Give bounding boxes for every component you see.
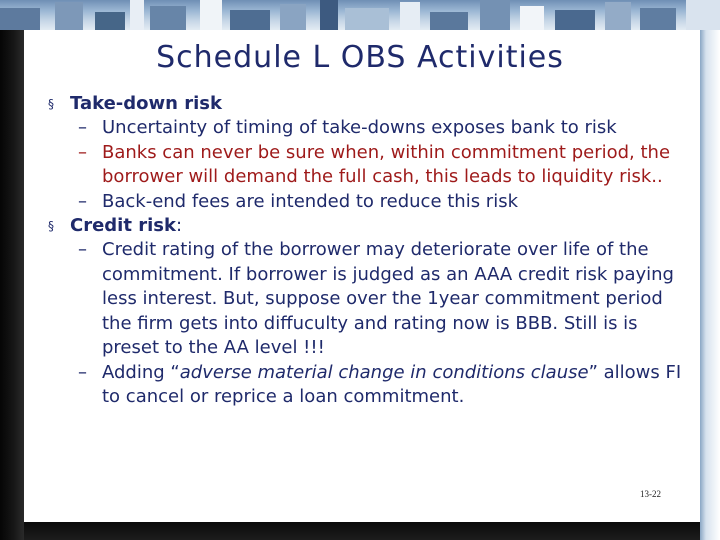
sub-bullet [48,361,682,410]
square-bullet-icon: § [48,97,54,111]
left-frame [0,30,24,540]
sub-bullet [48,190,682,215]
sub-bullet-text-before: Adding “ [102,361,180,383]
dash-icon: – [78,190,87,212]
bullet-take-down-risk [48,92,688,116]
bottom-frame [24,522,700,540]
dash-icon: – [78,239,87,260]
sub-bullet [48,116,682,141]
skyline-image [0,0,720,30]
slide-title: Schedule L OBS Activities [156,40,564,75]
bullet-heading: Take-down risk [70,93,222,114]
sub-bullet-text: Credit rating of the borrower may deteriorate over life of the commitment. If borrower is judged as an AAA credit risk paying less interest. But, suppose over the 1year commitment period the firm gets into diffuculty and rating now is BBB. Still is is preset to the AA level !!! [102,239,674,358]
sub-bullet-text-after: ” allows FI to cancel or reprice a loan commitment. [102,361,682,407]
dash-icon: – [78,141,87,163]
sub-bullet-text-italic: adverse material change in conditions clause [179,361,589,383]
bullet-heading: Credit risk [70,215,176,236]
sub-bullet-text: Uncertainty of timing of take-downs exposes bank to risk [102,117,617,138]
sub-bullet-text: Banks can never be sure when, within commitment period, the borrower will demand the full cash, this leads to liquidity risk.. [102,141,671,187]
dash-icon: – [78,117,87,138]
sub-bullet [48,238,682,361]
skyline-banner [0,0,720,30]
bullet-credit-risk [48,214,688,238]
slide-body [48,92,688,410]
page-number: 13-22 [640,489,661,499]
square-bullet-icon: § [48,219,54,233]
sub-bullet-text: Back-end fees are intended to reduce this risk [102,190,519,212]
sub-bullet [48,141,682,190]
right-frame [700,30,720,540]
bullet-heading-suffix: : [175,215,183,236]
dash-icon: – [78,361,87,383]
